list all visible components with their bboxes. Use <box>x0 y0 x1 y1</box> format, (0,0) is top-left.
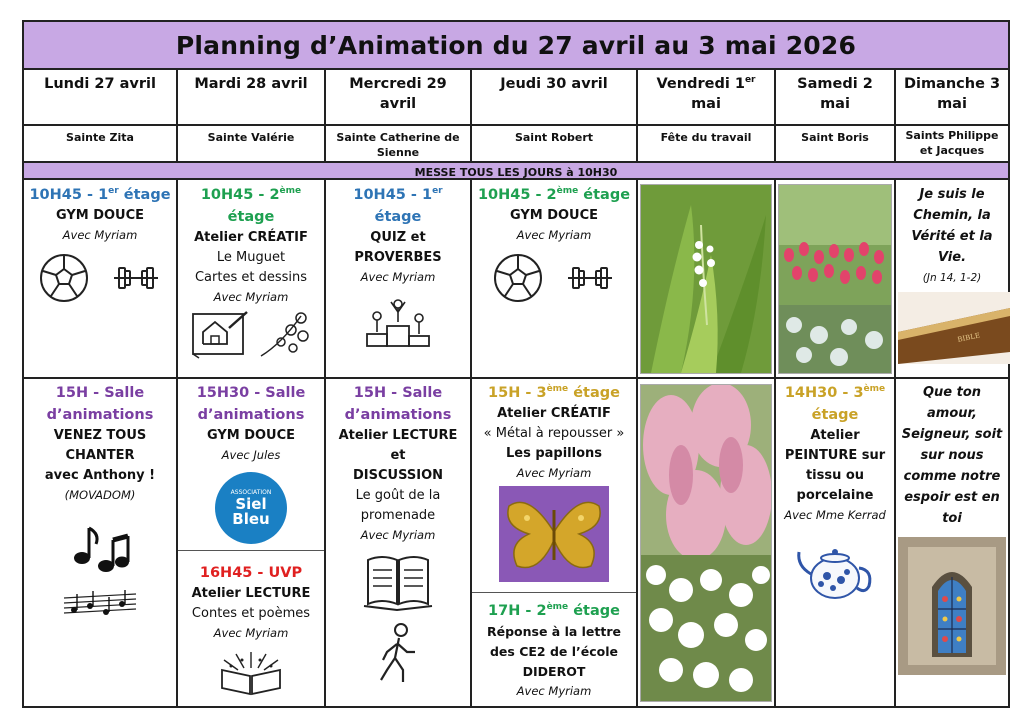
activity-title: GYM DOUCE <box>206 428 296 443</box>
verse-reference: (Jn 14, 1-2) <box>922 272 982 284</box>
saint-friday <box>638 126 774 161</box>
col-divider <box>470 70 472 161</box>
logo-text: Bleu <box>232 510 270 528</box>
soccer-ball-icon <box>38 252 90 304</box>
col-divider <box>774 70 776 161</box>
col-divider <box>636 180 638 706</box>
soccer-ball-icon <box>492 252 544 304</box>
activity-time: 16H45 - UVP <box>199 565 303 581</box>
day-name: Lundi 27 avril <box>44 76 156 92</box>
activity-host: Avec Myriam <box>516 684 592 698</box>
activity-title: Atelier CRÉATIF <box>194 230 308 245</box>
activity-time: d’animations <box>197 407 305 423</box>
activity-time: 17H - 2ème étage <box>488 602 620 619</box>
verse-line: Vie. <box>937 250 967 265</box>
verse-line: amour, <box>927 406 977 421</box>
activity-thursday-afternoon <box>472 382 636 592</box>
activity-title: GYM DOUCE <box>509 208 599 223</box>
page-title: Planning d’Animation du 27 avril au 3 mai 2026 <box>175 30 857 60</box>
activity-monday-afternoon <box>24 382 176 706</box>
activity-line: Le goût de la <box>355 488 441 503</box>
music-notes-icon <box>70 524 130 574</box>
saint-name: Saints Philippe et Jacques <box>905 129 999 157</box>
activity-host: Avec Jules <box>221 448 281 462</box>
activity-thursday-morning <box>472 184 636 374</box>
activity-time: d’animations <box>344 407 452 423</box>
col-divider <box>636 70 638 161</box>
stained-glass-window-photo <box>898 537 1006 675</box>
saint-thursday <box>472 126 636 161</box>
saint-sunday <box>896 126 1008 161</box>
logo-subtitle: ASSOCIATION <box>230 489 272 496</box>
music-staff-icon <box>60 588 140 622</box>
day-header-saturday <box>776 70 894 126</box>
col-divider <box>176 70 178 161</box>
day-name-sup: er <box>744 75 756 86</box>
lily-of-the-valley-photo <box>640 184 772 374</box>
activity-title: Atelier LECTURE <box>191 586 311 601</box>
activity-title: QUIZ et <box>370 230 426 245</box>
activity-line: Réponse à la lettre <box>486 624 622 639</box>
activity-host: Avec Myriam <box>62 228 138 242</box>
saint-name: Saint Robert <box>514 131 594 144</box>
activity-saturday-afternoon <box>776 382 894 706</box>
verse-line: Vérité et la <box>911 229 993 244</box>
activity-host: Avec Myriam <box>516 466 592 480</box>
activity-line: des CE2 de l’école <box>489 644 619 659</box>
activity-time: 10H45 - 2ème étage <box>477 186 631 203</box>
activity-title: CHANTER <box>65 448 135 463</box>
schedule-sheet <box>22 20 1010 708</box>
verse-line: espoir est en <box>904 490 1000 505</box>
verse-line: Je suis le <box>919 187 985 202</box>
drawing-board-icon <box>189 308 253 360</box>
bible-photo <box>898 292 1010 364</box>
activity-wednesday-afternoon <box>326 382 470 706</box>
dumbbell-icon <box>564 252 616 304</box>
col-divider <box>324 70 326 161</box>
open-book-icon <box>362 550 434 612</box>
activity-title: Atelier CRÉATIF <box>497 406 611 421</box>
logo-text: Siel <box>235 495 267 513</box>
day-header-thursday <box>472 70 636 126</box>
activity-title: DISCUSSION <box>353 468 443 483</box>
verse-line: Seigneur, soit <box>901 427 1003 442</box>
day-name: Mercredi 29 avril <box>349 76 447 112</box>
podium-icon <box>363 296 433 348</box>
activity-time: 15H - Salle <box>55 385 145 401</box>
saint-name: Sainte Catherine de Sienne <box>336 131 460 159</box>
saint-monday <box>24 126 176 161</box>
saint-name: Sainte Valérie <box>207 131 295 144</box>
sub-divider <box>472 592 636 593</box>
saint-name: Sainte Zita <box>66 131 134 144</box>
activity-time: 14H30 - 3ème étage <box>784 384 886 423</box>
sub-divider <box>178 550 324 551</box>
activity-thursday-late-afternoon <box>472 600 636 706</box>
activity-title: Atelier <box>810 428 860 443</box>
day-name: Dimanche 3 mai <box>903 76 1001 112</box>
saint-wednesday <box>326 126 470 161</box>
activity-title: avec Anthony ! <box>44 468 156 483</box>
day-header-tuesday <box>178 70 324 126</box>
day-header-monday <box>24 70 176 126</box>
svg-text:BIBLE: BIBLE <box>956 331 981 344</box>
saint-name: Saint Boris <box>801 131 869 144</box>
verse-line: comme notre <box>903 469 1001 484</box>
activity-time: 15H - Salle <box>353 385 443 401</box>
day-name: Jeudi 30 avril <box>500 76 608 92</box>
activity-note: (MOVADOM) <box>64 488 136 502</box>
messe-banner <box>24 161 1008 180</box>
messe-text: MESSE TOUS LES JOURS à 10H30 <box>414 166 618 179</box>
activity-sunday-afternoon <box>896 382 1008 706</box>
verse-line: sur nous <box>920 448 984 463</box>
activity-title: tissu ou <box>805 468 865 483</box>
day-name: Samedi 2 mai <box>797 76 873 112</box>
activity-line: Cartes et dessins <box>194 270 308 285</box>
activity-title: PEINTURE sur <box>784 448 886 463</box>
activity-time: 10H45 - 1er étage <box>29 186 171 203</box>
day-name: Vendredi 1 <box>656 76 745 92</box>
verse-line: Que ton <box>922 385 982 400</box>
activity-time: 10H45 - 1er étage <box>353 186 443 225</box>
activity-line: Contes et poèmes <box>191 606 311 621</box>
activity-host: Avec Myriam <box>360 528 436 542</box>
activity-line: Les papillons <box>505 446 603 461</box>
activity-monday-morning <box>24 184 176 374</box>
activity-line: « Métal à repousser » <box>483 426 625 441</box>
verse-line: Chemin, la <box>913 208 991 223</box>
day-name-month: mai <box>691 96 721 112</box>
activity-title: porcelaine <box>796 488 874 503</box>
flowers-icon <box>257 308 313 360</box>
teapot-photo <box>795 536 875 602</box>
activity-time: 15H30 - Salle <box>196 385 306 401</box>
saint-tuesday <box>178 126 324 161</box>
siel-bleu-logo <box>215 472 287 544</box>
activity-line: DIDEROT <box>522 664 586 679</box>
dumbbell-icon <box>110 252 162 304</box>
activity-time: d’animations <box>46 407 154 423</box>
activity-sunday-morning <box>896 184 1008 374</box>
activity-host: Avec Myriam <box>360 270 436 284</box>
day-header-sunday <box>896 70 1008 126</box>
activity-time: 10H45 - 2ème étage <box>200 186 302 225</box>
title-bar <box>24 22 1008 70</box>
activity-line: Le Muguet <box>216 250 286 265</box>
saint-name: Fête du travail <box>660 131 752 144</box>
activity-tuesday-late-afternoon <box>178 562 324 706</box>
row-divider <box>24 377 1008 379</box>
day-name: Mardi 28 avril <box>194 76 308 92</box>
activity-tuesday-morning <box>178 184 324 374</box>
activity-title: VENEZ TOUS <box>53 428 147 443</box>
flowering-shrub-photo <box>640 384 772 702</box>
activity-host: Avec Mme Kerrad <box>784 508 886 522</box>
magic-book-icon <box>216 646 286 698</box>
saint-saturday <box>776 126 894 161</box>
activity-tuesday-afternoon <box>178 382 324 550</box>
col-divider <box>894 70 896 161</box>
verse-line: toi <box>942 511 962 526</box>
walking-person-icon <box>373 622 423 684</box>
activity-host: Avec Myriam <box>213 290 289 304</box>
activity-host: Avec Myriam <box>516 228 592 242</box>
metal-butterfly-photo <box>499 486 609 582</box>
activity-title: Atelier LECTURE et <box>338 428 458 463</box>
activity-host: Avec Myriam <box>213 626 289 640</box>
day-header-friday <box>638 70 774 126</box>
row-divider <box>24 124 1008 126</box>
activity-line: promenade <box>360 508 436 523</box>
tulips-photo <box>778 184 892 374</box>
activity-time: 15H - 3ème étage <box>488 384 620 401</box>
activity-wednesday-morning <box>326 184 470 374</box>
activity-title: GYM DOUCE <box>55 208 145 223</box>
day-header-wednesday <box>326 70 470 126</box>
activity-title: PROVERBES <box>354 250 442 265</box>
